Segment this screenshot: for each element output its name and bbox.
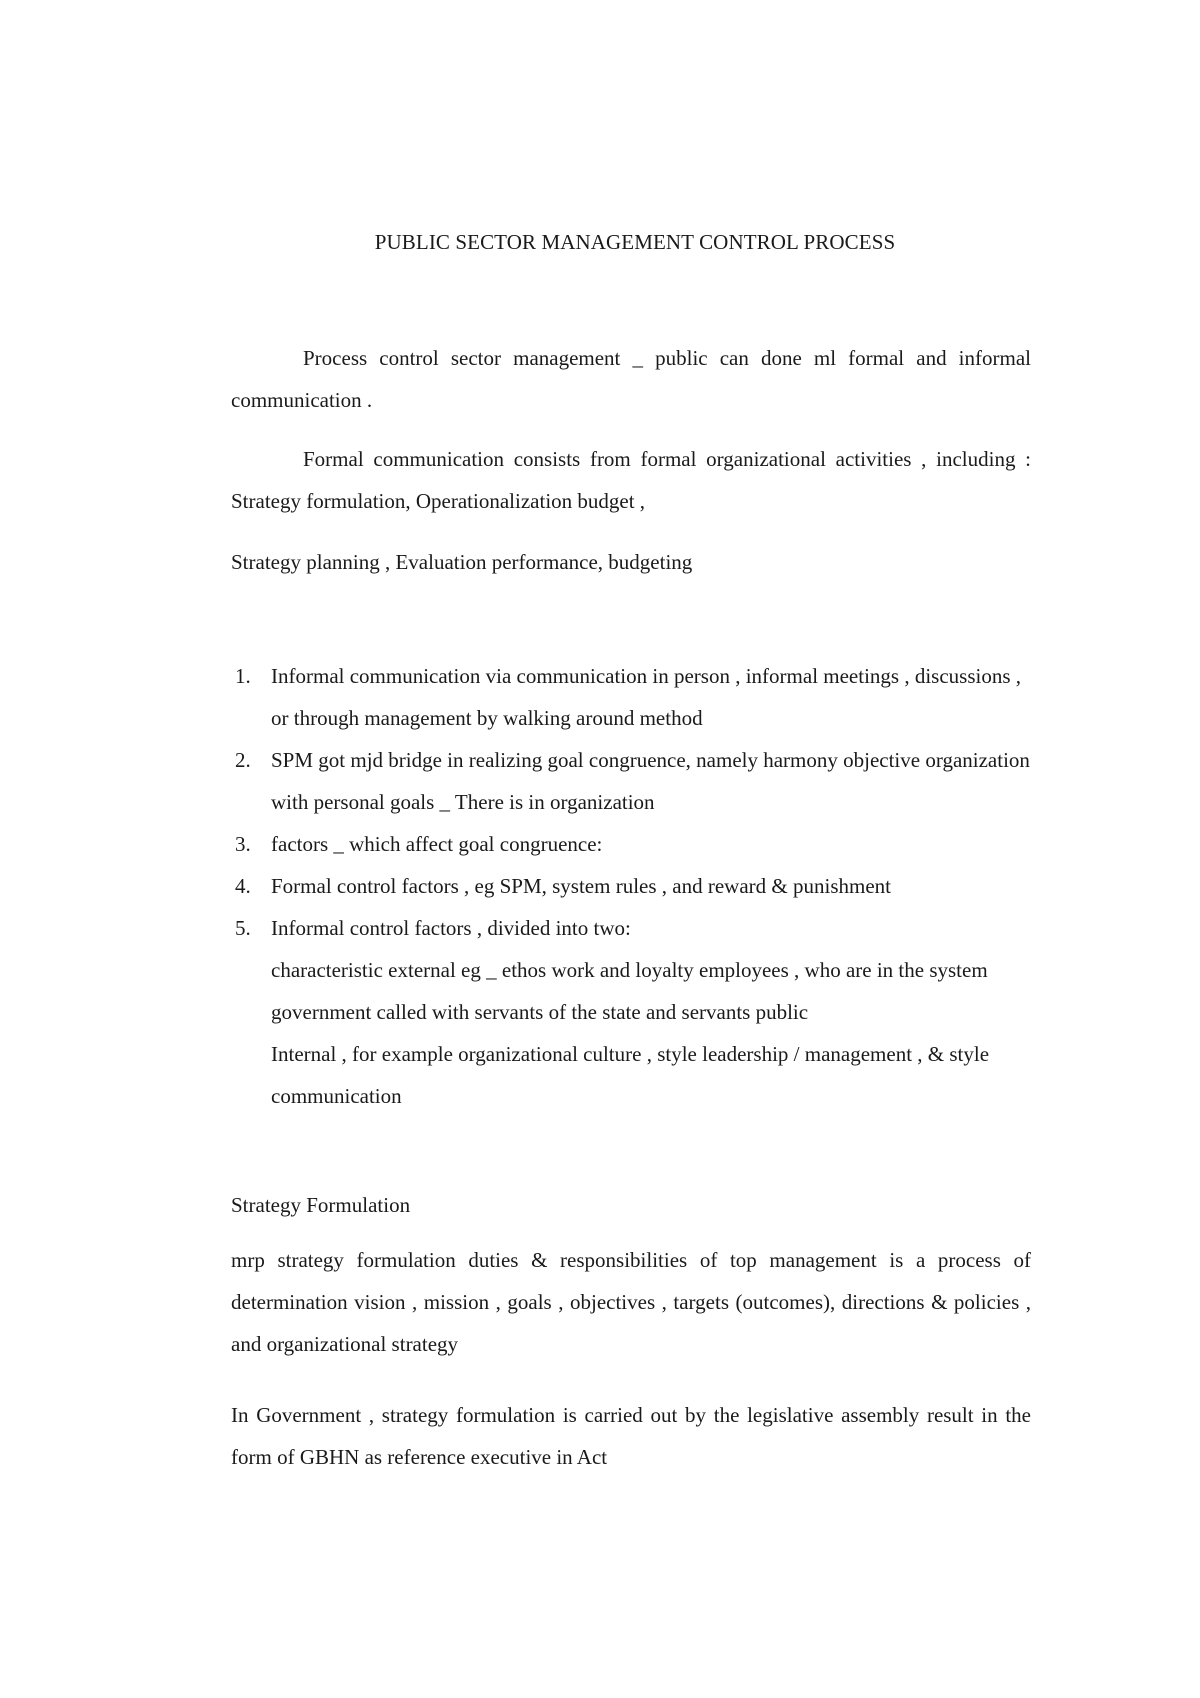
numbered-list bbox=[231, 655, 1031, 1117]
list-item-text: Informal control factors , divided into two: bbox=[271, 916, 631, 940]
paragraph-intro: Process control sector management _ public can done ml formal and informal communication . bbox=[231, 346, 1031, 412]
document-title: PUBLIC SECTOR MANAGEMENT CONTROL PROCESS bbox=[374, 230, 896, 254]
list-item bbox=[231, 907, 1031, 1117]
list-number: 4. bbox=[235, 874, 251, 898]
paragraph-strategy-planning: Strategy planning , Evaluation performance, budgeting bbox=[231, 550, 693, 574]
list-subitem-internal: Internal , for example organizational culture , style leadership / management , & style communication bbox=[271, 1042, 990, 1108]
list-item bbox=[231, 865, 1031, 907]
section-heading-strategy: Strategy Formulation bbox=[231, 1193, 411, 1217]
list-item-text: SPM got mjd bridge in realizing goal congruence, namely harmony objective organization with personal goals _ There is in organization bbox=[271, 748, 1030, 814]
list-item-text: Formal control factors , eg SPM, system rules , and reward & punishment bbox=[271, 874, 891, 898]
list-number: 3. bbox=[235, 832, 251, 856]
list-number: 5. bbox=[235, 916, 251, 940]
list-number: 2. bbox=[235, 748, 251, 772]
list-item-text: factors _ which affect goal congruence: bbox=[271, 832, 603, 856]
paragraph-strategy-definition: mrp strategy formulation duties & responsibilities of top management is a process of determination vision , mission , goals , objectives , targets (outcomes), directions & policies , and organizational strategy bbox=[231, 1248, 1031, 1356]
paragraph-formal-communication: Formal communication consists from formal organizational activities , including : Strategy formulation, Operationalization budget , bbox=[231, 447, 1031, 513]
paragraph-strategy-government: In Government , strategy formulation is carried out by the legislative assembly result in the form of GBHN as reference executive in Act bbox=[231, 1403, 1031, 1469]
list-item bbox=[231, 823, 1031, 865]
list-item-text: Informal communication via communication in person , informal meetings , discussions , or through management by walking around method bbox=[271, 664, 1022, 730]
list-item bbox=[231, 739, 1031, 823]
list-number: 1. bbox=[235, 664, 251, 688]
list-item bbox=[231, 655, 1031, 739]
list-subitem-external: characteristic external eg _ ethos work and loyalty employees , who are in the system government called with servants of the state and servants public bbox=[271, 958, 988, 1024]
